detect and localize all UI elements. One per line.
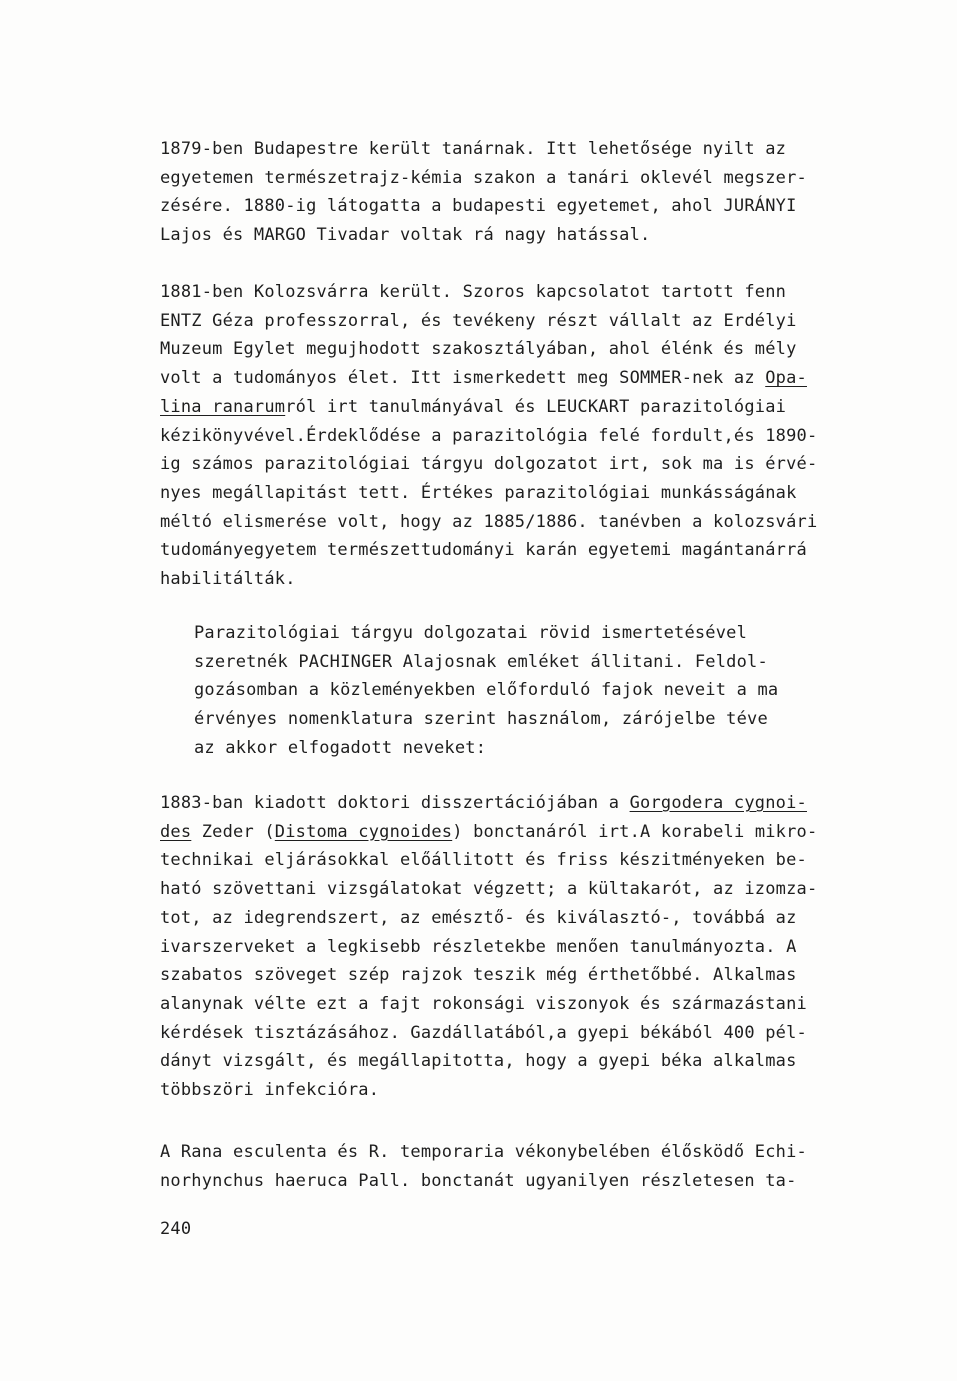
text-line: gozásomban a közleményekben előforduló fajok neveit a ma <box>194 680 779 701</box>
text-line: technikai eljárásokkal előállitott és friss készitményeken be- <box>160 850 807 871</box>
text-line: ható szövettani vizsgálatokat végzett; a kültakarót, az izomza- <box>160 879 818 900</box>
text-segment: 1883-ban kiadott doktori disszertációjában a <box>160 793 630 813</box>
text-line: ENTZ Géza professzorral, és tevékeny részt vállalt az Erdélyi <box>160 310 797 331</box>
paragraph-1 <box>160 135 900 250</box>
text-line-with-underline <box>160 364 900 393</box>
text-line: zésére. 1880-ig látogatta a budapesti egyetemet, ahol JURÁNYI <box>160 196 797 217</box>
text-line: tot, az idegrendszert, az emésztő- és kiválasztó-, továbbá az <box>160 907 797 928</box>
text-line: habilitálták. <box>160 569 296 590</box>
text-line-with-underline <box>160 789 900 818</box>
text-line: dányt vizsgált, és megállapitotta, hogy a gyepi béka alkalmas <box>160 1051 797 1072</box>
text-line-with-underline <box>160 393 900 422</box>
text-segment: Zeder ( <box>191 821 275 842</box>
text-line: ig számos parazitológiai tárgyu dolgozatot irt, sok ma is érvé- <box>160 454 818 475</box>
text-line: 1881-ben Kolozsvárra került. Szoros kapcsolatot tartott fenn <box>160 282 787 302</box>
text-line: Muzeum Egylet megujhodott szakosztályában, ahol élénk és mély <box>160 339 797 360</box>
paragraph-3 <box>194 619 900 763</box>
text-line: 1879-ben Budapestre került tanárnak. Itt lehetősége nyilt az <box>160 139 787 159</box>
text-line: Parazitológiai tárgyu dolgozatai rövid ismertetésével <box>194 623 748 643</box>
text-segment: volt a tudományos élet. Itt ismerkedett meg SOMMER-nek az <box>160 368 766 389</box>
text-line: kézikönyvével.Érdeklődése a parazitológia felé fordult,és 1890- <box>160 425 818 446</box>
text-line: alanynak vélte ezt a fajt rokonsági viszonyok és származástani <box>160 993 807 1014</box>
text-line: szabatos szöveget szép rajzok teszik még érthetőbbé. Alkalmas <box>160 965 797 986</box>
text-line: norhynchus haeruca Pall. bonctanát ugyanilyen részletesen ta- <box>160 1170 797 1191</box>
underlined-species-name: des <box>160 821 192 842</box>
paragraph-2 <box>160 278 900 594</box>
text-line: szeretnék PACHINGER Alajosnak emléket állitani. Feldol- <box>194 651 768 672</box>
text-line: Lajos és MARGO Tivadar voltak rá nagy hatással. <box>160 225 651 246</box>
text-line: többszöri infekcióra. <box>160 1080 380 1101</box>
underlined-species-name: Distoma cygnoides <box>274 821 453 842</box>
text-line-with-underline <box>160 818 900 847</box>
text-line: egyetemen természetrajz-kémia szakon a tanári oklevél megszer- <box>160 167 807 188</box>
paragraph-5 <box>160 1138 900 1195</box>
paragraph-4 <box>160 789 900 1105</box>
page-number: 240 <box>160 1219 192 1239</box>
text-line: méltó elismerése volt, hogy az 1885/1886. tanévben a kolozsvári <box>160 511 818 532</box>
text-segment: ) bonctanáról irt.A korabeli mikro- <box>452 821 818 842</box>
text-line: az akkor elfogadott neveket: <box>194 737 487 758</box>
text-line: kérdések tisztázásához. Gazdállatából,a gyepi békából 400 pél- <box>160 1022 807 1043</box>
underlined-species-name: Gorgodera cygnoi- <box>629 793 807 813</box>
text-line: nyes megállapitást tett. Értékes parazitológiai munkásságának <box>160 482 797 503</box>
text-line: ivarszerveket a legkisebb részletekbe menően tanulmányozta. A <box>160 936 797 957</box>
text-line: A Rana esculenta és R. temporaria vékonybelében élősködő Echi- <box>160 1142 807 1162</box>
underlined-species-name: Opa- <box>765 368 807 389</box>
underlined-species-name: lina ranarum <box>160 396 286 417</box>
text-line: tudományegyetem természettudományi karán egyetemi magántanárrá <box>160 540 807 561</box>
text-segment: ról irt tanulmányával és LEUCKART parazitológiai <box>285 396 787 417</box>
text-line: érvényes nomenklatura szerint használom, zárójelbe téve <box>194 709 768 730</box>
